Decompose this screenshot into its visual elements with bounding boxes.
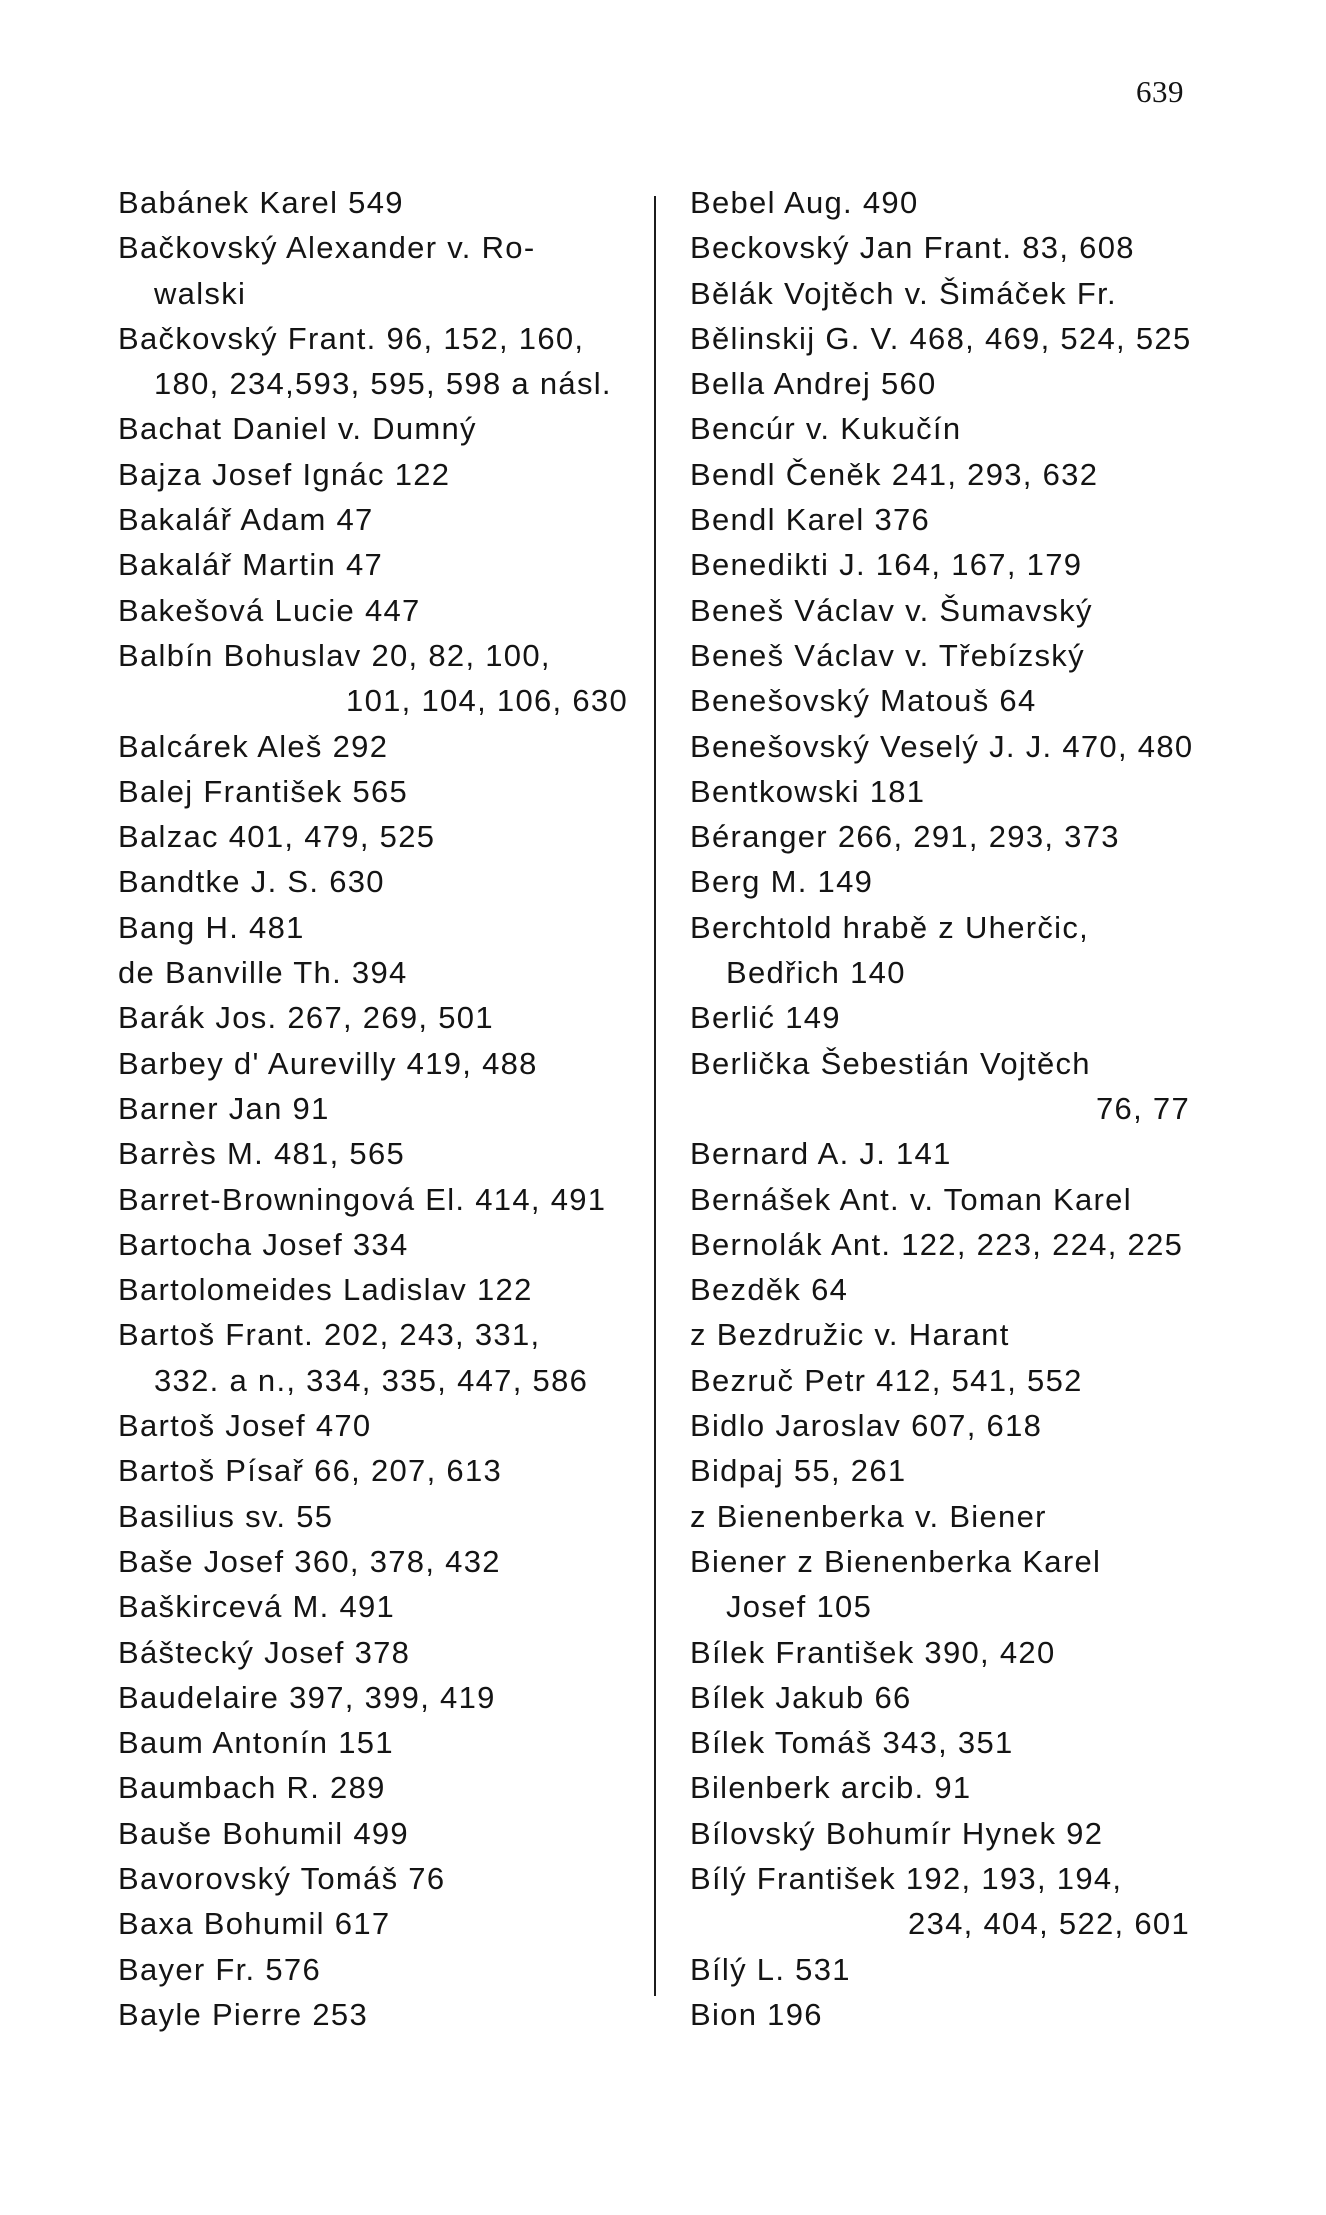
index-entry-line: Biener z Bienenberka Karel (690, 1543, 1102, 1579)
index-entry-line: Bílek František 390, 420 (690, 1634, 1056, 1670)
index-entry-line: Balzac 401, 479, 525 (118, 819, 436, 855)
index-entry-line: Josef 105 (726, 1589, 873, 1625)
index-entry-line: Bebel Aug. 490 (690, 185, 919, 220)
index-entry-line: Benešovský Matouš 64 (690, 683, 1037, 719)
index-entry-line: Bezděk 64 (690, 1272, 849, 1308)
index-entry-line: Bílý František 192, 193, 194, (690, 1860, 1123, 1896)
index-entry-line: Babánek Karel 549 (118, 185, 404, 220)
index-entry-line: Bayle Pierre 253 (118, 1996, 368, 2032)
index-entry-line: 332. a n., 334, 335, 447, 586 (154, 1362, 589, 1398)
index-entry-line: Bakešová Lucie 447 (118, 592, 421, 628)
index-entry-line: Bílovský Bohumír Hynek 92 (690, 1815, 1104, 1851)
index-entry-line: Bartoš Josef 470 (118, 1408, 372, 1444)
index-entry-line: Baum Antonín 151 (118, 1725, 394, 1761)
index-entry-line: Bakalář Adam 47 (118, 502, 374, 538)
index-entry-line: Bang H. 481 (118, 909, 305, 945)
index-entry-line: Balej František 565 (118, 773, 409, 809)
index-entry-line: Bakalář Martin 47 (118, 547, 384, 583)
index-entry-line: Bačkovský Frant. 96, 152, 160, (118, 320, 585, 356)
index-entry-line: Bezruč Petr 412, 541, 552 (690, 1362, 1083, 1398)
index-entry-line: Bion 196 (690, 1996, 823, 2032)
index-entry-line: Barrès M. 481, 565 (118, 1136, 406, 1172)
index-entry-line: Bella Andrej 560 (690, 366, 937, 402)
index-entry-line: Barbey d' Aurevilly 419, 488 (118, 1045, 538, 1081)
index-entry-line: 101, 104, 106, 630 (346, 683, 628, 719)
index-entry-line: 180, 234,593, 595, 598 a násl. (154, 366, 612, 402)
index-entry-line: Beneš Václav v. Třebízský (690, 637, 1085, 673)
index-entry-line: Bajza Josef Ignác 122 (118, 456, 451, 492)
index-entry-line: Bencúr v. Kukučín (690, 411, 962, 447)
index-entry-line: Bartoš Písař 66, 207, 613 (118, 1453, 503, 1489)
index-entry-line: walski (154, 275, 247, 311)
index-entry-line: Bentkowski 181 (690, 773, 926, 809)
index-entry-line: Bartoš Frant. 202, 243, 331, (118, 1317, 541, 1353)
index-entry-line: Bachat Daniel v. Dumný (118, 411, 477, 447)
index-entry-line: Berg M. 149 (690, 864, 874, 900)
index-entry-line: Bernášek Ant. v. Toman Karel (690, 1181, 1132, 1217)
index-entry-line: Béranger 266, 291, 293, 373 (690, 819, 1120, 855)
index-entry-line: Bartocha Josef 334 (118, 1226, 409, 1262)
index-entry-line: Baumbach R. 289 (118, 1770, 386, 1806)
index-entry-line: Basilius sv. 55 (118, 1498, 334, 1534)
index-entry-line: Bayer Fr. 576 (118, 1951, 321, 1987)
index-entry-line: Barner Jan 91 (118, 1090, 330, 1126)
index-entry-line: Barret-Browningová El. 414, 491 (118, 1181, 607, 1217)
index-entry-line: Berlička Šebestián Vojtěch (690, 1045, 1091, 1081)
index-entry-line: Benešovský Veselý J. J. 470, 480 (690, 728, 1194, 764)
index-entry-line: Bartolomeides Ladislav 122 (118, 1272, 533, 1308)
index-entry-line: Baše Josef 360, 378, 432 (118, 1543, 501, 1579)
index-entry-line: Bělák Vojtěch v. Šimáček Fr. (690, 275, 1117, 311)
index-entry-line: Bavorovský Tomáš 76 (118, 1860, 446, 1896)
index-entry-line: Bendl Čeněk 241, 293, 632 (690, 456, 1099, 492)
index-entry-line: Baškircevá M. 491 (118, 1589, 396, 1625)
index-column-right (690, 180, 1194, 2037)
index-entry-line: Barák Jos. 267, 269, 501 (118, 1000, 494, 1036)
index-entry-line: z Bezdružic v. Harant (690, 1317, 1010, 1353)
index-entry-line: Báštecký Josef 378 (118, 1634, 411, 1670)
column-divider (654, 196, 656, 1996)
index-entry-line: Bačkovský Alexander v. Ro- (118, 230, 536, 266)
index-entry-line: z Bienenberka v. Biener (690, 1498, 1047, 1534)
index-entry-line: Bandtke J. S. 630 (118, 864, 385, 900)
index-entry-line: Bernolák Ant. 122, 223, 224, 225 (690, 1226, 1184, 1262)
index-entry-line: Bidlo Jaroslav 607, 618 (690, 1408, 1043, 1444)
index-entry-line: Bendl Karel 376 (690, 502, 931, 538)
index-entry-line: Balcárek Aleš 292 (118, 728, 389, 764)
index-entry-line: Bílý L. 531 (690, 1951, 851, 1987)
index-entry-line: Bilenberk arcib. 91 (690, 1770, 972, 1806)
index-entry-line: Berchtold hrabě z Uherčic, (690, 909, 1090, 945)
index-entry-line: Baudelaire 397, 399, 419 (118, 1679, 496, 1715)
index-entry-line: Bauše Bohumil 499 (118, 1815, 409, 1851)
index-column-left (118, 180, 628, 2037)
index-entry-line: 76, 77 (1096, 1090, 1190, 1126)
index-entry-line: Bílek Tomáš 343, 351 (690, 1725, 1014, 1761)
index-entry-line: Beneš Václav v. Šumavský (690, 592, 1093, 628)
index-entry-line: Bidpaj 55, 261 (690, 1453, 907, 1489)
index-entry-line: Bílek Jakub 66 (690, 1679, 912, 1715)
index-entry-line: 234, 404, 522, 601 (908, 1906, 1190, 1942)
index-entry-line: Beckovský Jan Frant. 83, 608 (690, 230, 1135, 266)
index-entry-line: Bělinskij G. V. 468, 469, 524, 525 (690, 320, 1192, 356)
index-entry-line: Berlić 149 (690, 1000, 841, 1036)
index-entry-line: Baxa Bohumil 617 (118, 1906, 391, 1942)
index-entry-line: Benedikti J. 164, 167, 179 (690, 547, 1083, 583)
index-entry-line: Bedřich 140 (726, 955, 906, 991)
page-number: 639 (1136, 74, 1184, 109)
index-entry-line: Balbín Bohuslav 20, 82, 100, (118, 637, 551, 673)
index-entry-line: de Banville Th. 394 (118, 955, 408, 991)
index-entry-line: Bernard A. J. 141 (690, 1136, 952, 1172)
